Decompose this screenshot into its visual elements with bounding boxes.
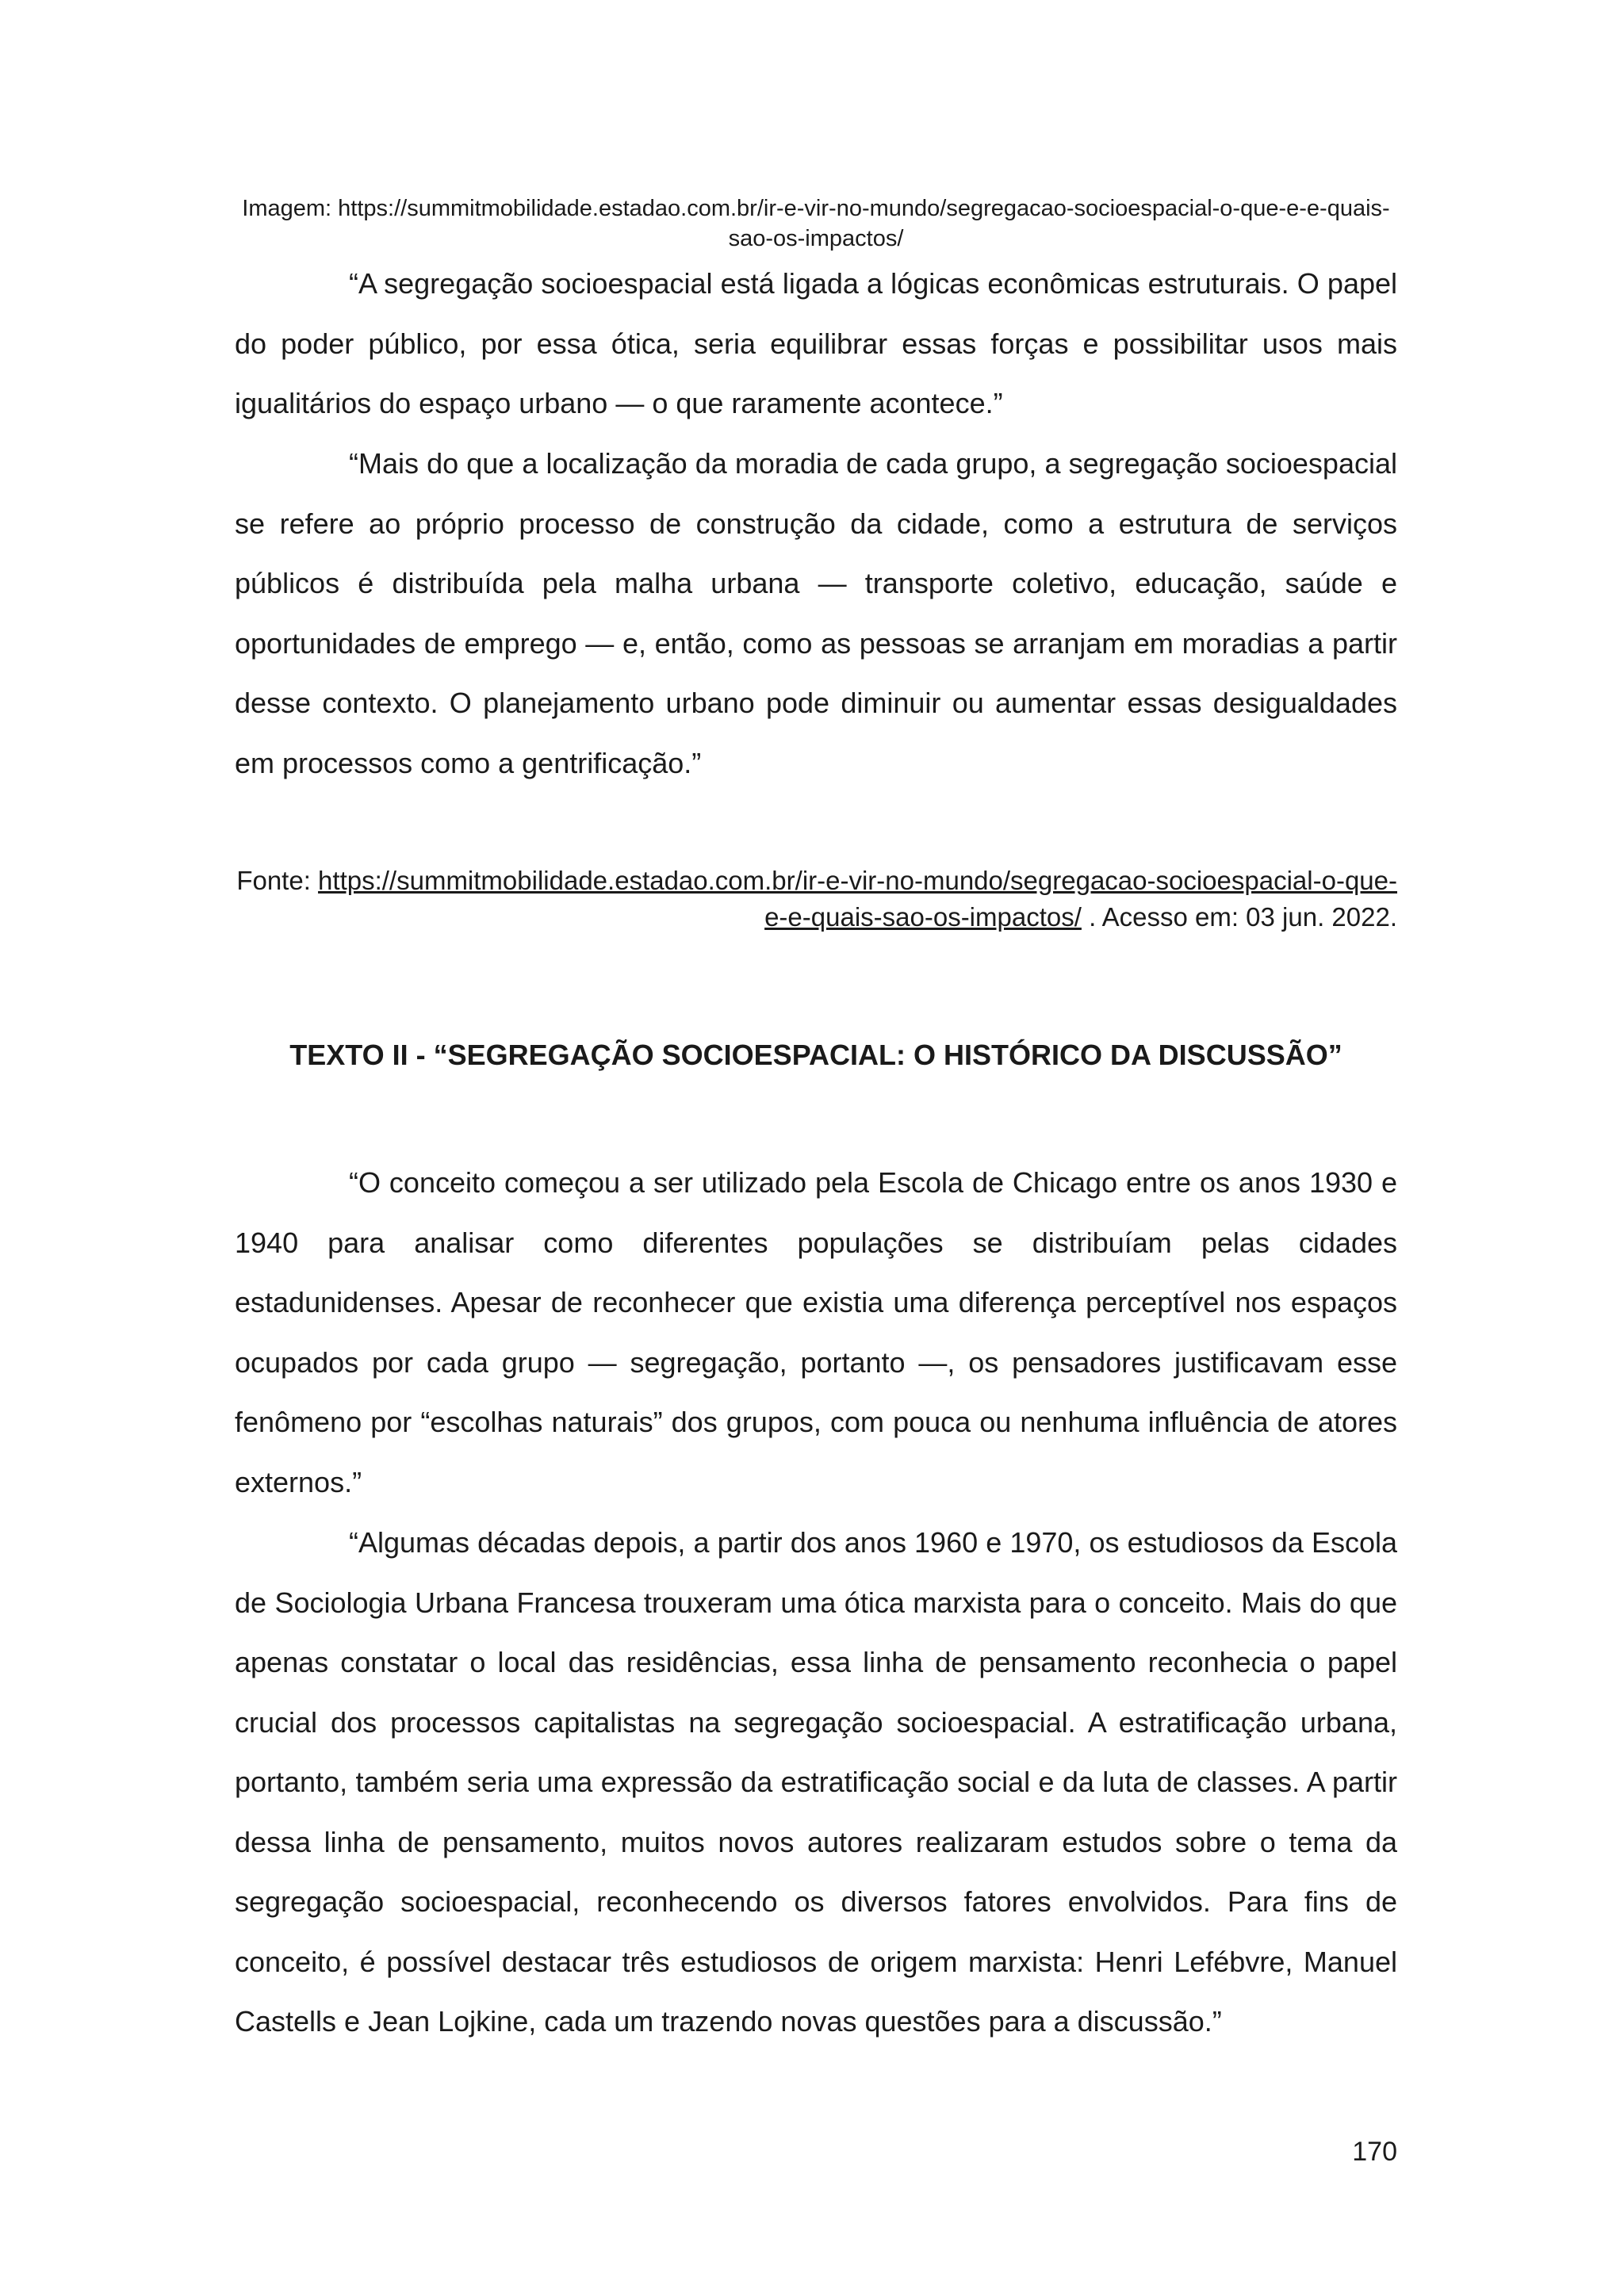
section-title: TEXTO II - “SEGREGAÇÃO SOCIOESPACIAL: O HISTÓRICO DA DISCUSSÃO”: [289, 1039, 1342, 1071]
text1-paragraph-1: “A segregação socioespacial está ligada a lógicas econômicas estruturais. O papel do poder público, por essa ótica, seria equilibrar essas forças e possibilitar usos mais igualitários do espaço urbano — o que raramente acontece.”: [235, 267, 1397, 419]
source-citation: [235, 863, 1397, 936]
image-caption: Imagem: https://summitmobilidade.estadao.com.br/ir-e-vir-no-mundo/segregacao-socioespacial-o-que-e-e-quais-sao-os-impactos/: [242, 196, 1390, 251]
source-prefix: Fonte:: [236, 866, 319, 895]
page-number: 170: [1352, 2137, 1397, 2167]
text1-paragraph-2: “Mais do que a localização da moradia de cada grupo, a segregação socioespacial se refere ao próprio processo de construção da cidade, como a estrutura de serviços públicos é distribuída pela malha urbana — transporte coletivo, educação, saúde e oportunidades de emprego — e, então, como as pessoas se arranjam em moradias a partir desse contexto. O planejamento urbano pode diminuir ou aumentar essas desigualdades em processos como a gentrificação.”: [235, 447, 1397, 779]
text2-paragraph-2: “Algumas décadas depois, a partir dos anos 1960 e 1970, os estudiosos da Escola de Sociologia Urbana Francesa trouxeram uma ótica marxista para o conceito. Mais do que apenas constatar o local das residências, essa linha de pensamento reconhecia o papel crucial dos processos capitalistas na segregação socioespacial. A estratificação urbana, portanto, também seria uma expressão da estratificação social e da luta de classes. A partir dessa linha de pensamento, muitos novos autores realizaram estudos sobre o tema da segregação socioespacial, reconhecendo os diversos fatores envolvidos. Para fins de conceito, é possível destacar três estudiosos de origem marxista: Henri Lefébvre, Manuel Castells e Jean Lojkine, cada um trazendo novas questões para a discussão.”: [235, 1526, 1397, 2038]
text2-paragraph-1: “O conceito começou a ser utilizado pela Escola de Chicago entre os anos 1930 e 1940 para analisar como diferentes populações se distribuíam pelas cidades estadunidenses. Apesar de reconhecer que existia uma diferença perceptível nos espaços ocupados por cada grupo — segregação, portanto —, os pensadores justificavam esse fenômeno por “escolhas naturais” dos grupos, com pouca ou nenhuma influência de atores externos.”: [235, 1166, 1397, 1498]
source-link[interactable]: https://summitmobilidade.estadao.com.br/ir-e-vir-no-mundo/segregacao-socioespacial-o-que-e-e-quais-sao-os-impactos/: [318, 866, 1397, 932]
source-suffix: . Acesso em: 03 jun. 2022.: [1081, 902, 1397, 932]
